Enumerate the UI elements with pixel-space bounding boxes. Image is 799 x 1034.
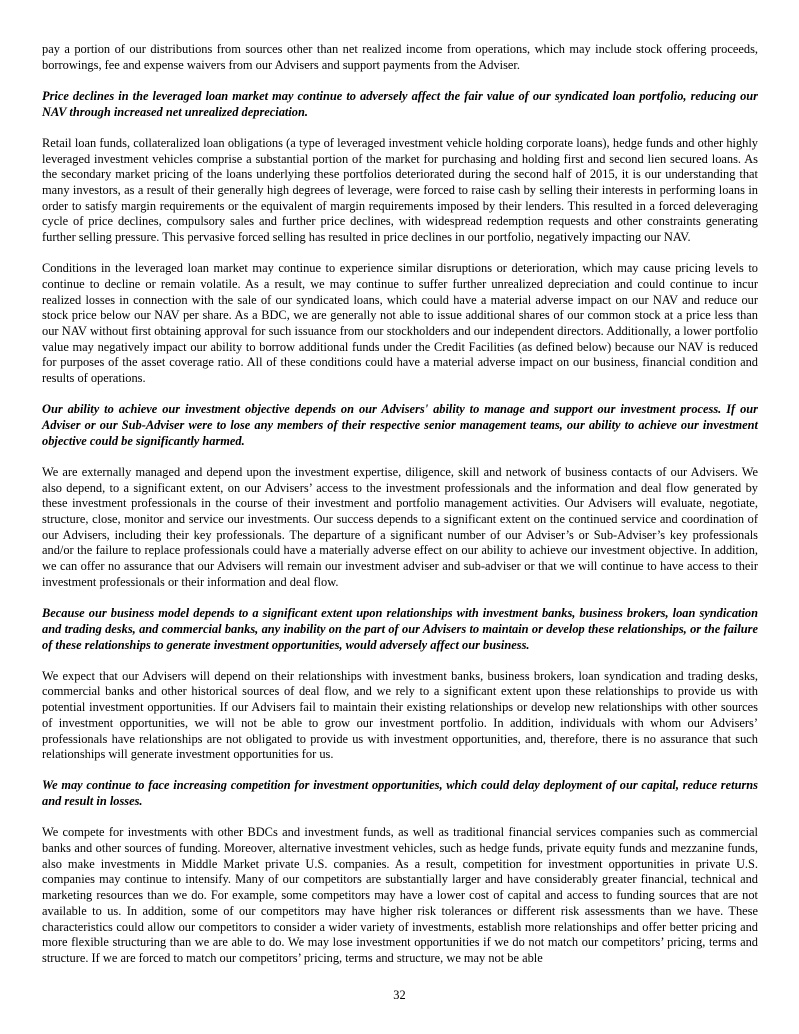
risk-heading-investment-objective: Our ability to achieve our investment objective depends on our Advisers' ability to manage and support our investment process. If our Adviser or our Sub-Adviser were to lose any members of their respective senior management teams, our ability to achieve our investment objective could be significantly harmed. <box>42 402 758 448</box>
paragraph-distributions-continuation: pay a portion of our distributions from sources other than net realized income from operations, which may include stock offering proceeds, borrowings, fee and expense waivers from our Advisers and support payments from the Adviser. <box>42 42 758 72</box>
paragraph-retail-loan-funds: Retail loan funds, collateralized loan obligations (a type of leveraged investment vehicle holding corporate loans), hedge funds and other highly leveraged investment vehicles comprise a substantial portion of the market for purchasing and holding first and second lien secured loans. As the secondary market pricing of the loans underlying these portfolios deteriorated during the second half of 2015, it is our understanding that many investors, as a result of their generally high degrees of leverage, were forced to raise cash by selling their interests in performing loans in order to satisfy margin requirements or the equivalent of margin requirements imposed by their lenders. This resulted in a forced deleveraging cycle of price declines, compulsory sales and further price declines, with widespread redemption requests and other constraints generating further selling pressure. This pervasive forced selling has resulted in price declines in our portfolio, negatively impacting our NAV. <box>42 135 758 245</box>
paragraph-competition: We compete for investments with other BDCs and investment funds, as well as traditional financial services companies such as commercial banks and other sources of funding. Moreover, alternative investment vehicles, such as hedge funds, private equity funds and mezzanine funds, also make investments in Middle Market private U.S. companies. As a result, competition for investment opportunities in private U.S. companies may continue to intensify. Many of our competitors are substantially larger and have considerably greater financial, technical and marketing resources than we do. For example, some competitors may have a lower cost of capital and access to funding sources that are not available to us. In addition, some of our competitors may have higher risk tolerances or different risk assessments than we have. These characteristics could allow our competitors to consider a wider variety of investments, establish more relationships and offer better pricing and more flexible structuring than we are able to do. We may lose investment opportunities if we do not match our competitors’ pricing, terms and structure. If we are forced to match our competitors’ pricing, terms and structure, we may not be able <box>42 825 758 965</box>
page-number: 32 <box>393 988 406 1003</box>
risk-heading-price-declines: Price declines in the leveraged loan market may continue to adversely affect the fair value of our syndicated loan portfolio, reducing our NAV through increased net unrealized depreciation. <box>42 88 758 119</box>
paragraph-leveraged-loan-conditions: Conditions in the leveraged loan market may continue to experience similar disruptions or deterioration, which may cause pricing levels to continue to decline or remain volatile. As a result, we may continue to suffer further unrealized depreciation and could continue to incur realized losses in connection with the sale of our syndicated loans, which could have a material adverse impact on our NAV and reduce our stock price below our NAV per share. As a BDC, we are generally not able to issue additional shares of our common stock at a price less than our NAV without first obtaining approval for such issuance from our stockholders and our independent directors. Additionally, a lower portfolio value may negatively impact our ability to borrow additional funds under the Credit Facilities (as defined below) because our NAV is reduced for purposes of the asset coverage ratio. All of these conditions could have a material adverse impact on our business, financial condition and results of operations. <box>42 261 758 386</box>
paragraph-adviser-relationships: We expect that our Advisers will depend on their relationships with investment banks, business brokers, loan syndication and trading desks, commercial banks and other historical sources of deal flow, and we rely to a significant extent upon these relationships to provide us with potential investment opportunities. If our Advisers fail to maintain their existing relationships or develop new relationships with other sources of investment opportunities, we will not be able to grow our investment portfolio. In addition, individuals with whom our Advisers’ professionals have relationships are not obligated to provide us with investment opportunities, and, therefore, there is no assurance that such relationships will generate investment opportunities for us. <box>42 668 758 762</box>
risk-heading-increasing-competition: We may continue to face increasing competition for investment opportunities, which could delay deployment of our capital, reduce returns and result in losses. <box>42 778 758 809</box>
paragraph-externally-managed: We are externally managed and depend upon the investment expertise, diligence, skill and network of business contacts of our Advisers. We also depend, to a significant extent, on our Advisers’ access to the investment professionals and the information and deal flow generated by these investment professionals in the course of their investment and portfolio management activities. Our Advisers will evaluate, negotiate, structure, close, monitor and service our investments. Our success depends to a significant extent on the continued service and coordination of our Advisers, including their key professionals. The departure of a significant number of our Adviser’s or Sub-Adviser’s key professionals and/or the failure to replace professionals could have a materially adverse effect on our ability to achieve our investment objective. In addition, we can offer no assurance that our Advisers will remain our investment adviser and sub-adviser or that we will continue to have access to their investment professionals or their information and deal flow. <box>42 464 758 589</box>
risk-heading-business-model-relationships: Because our business model depends to a significant extent upon relationships with investment banks, business brokers, loan syndication and trading desks, and commercial banks, any inability on the part of our Advisers to maintain or develop these relationships, or the failure of these relationships to generate investment opportunities, would adversely affect our business. <box>42 606 758 652</box>
